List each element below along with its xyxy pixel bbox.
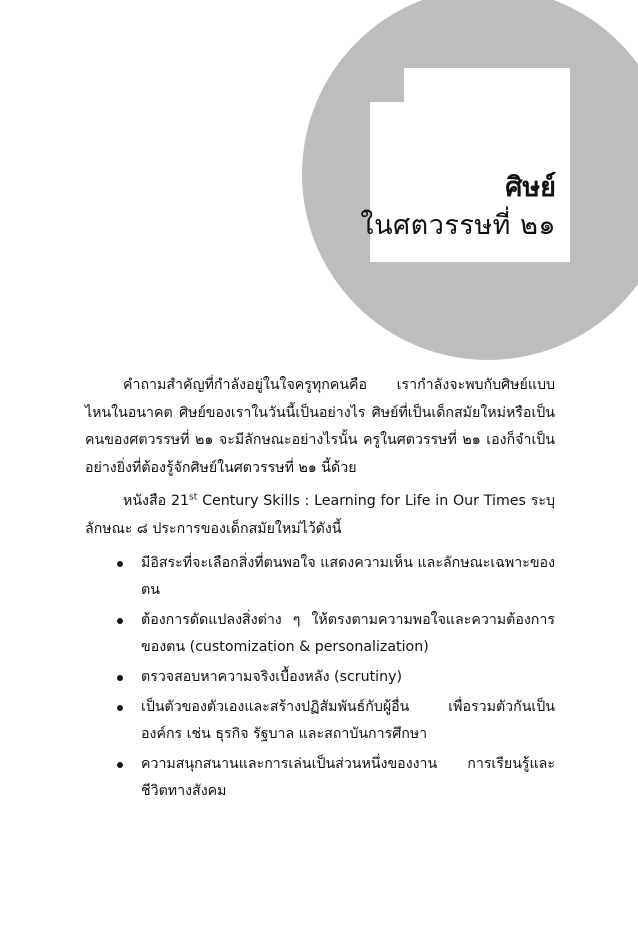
decorative-corner-block xyxy=(370,68,404,102)
list-item xyxy=(85,550,555,605)
intro-paragraph: คำถามสำคัญที่กำลังอยู่ในใจครูทุกคนคือ เรากำลังจะพบกับศิษย์แบบไหนในอนาคต ศิษย์ของเราในวันนี้เป็นอย่างไร ศิษย์ที่เป็นเด็กสมัยใหม่หรือเป็นคนของศตวรรษที่ ๒๑ จะมีลักษณะอย่างไรนั้น ครูในศตวรรษที่ ๒๑ เองก็จำเป็นอย่างยิ่งที่ต้องรู้จักศิษย์ในศตวรรษที่ ๒๑ นี้ด้วย xyxy=(85,377,555,476)
chapter-title-line-2: ในศตวรรษที่ ๒๑ xyxy=(360,210,556,241)
bullet-icon xyxy=(117,705,123,711)
list-item xyxy=(85,664,555,692)
bullet-icon xyxy=(117,675,123,681)
body-content xyxy=(85,372,555,808)
bullet-icon xyxy=(117,762,123,768)
book-reference-suffix: Century Skills : Learning for Life in Our Times ระบุลักษณะ ๘ ประการของเด็กสมัยใหม่ไว้ดังนี้ xyxy=(85,493,555,537)
chapter-title xyxy=(360,170,556,246)
characteristics-list xyxy=(85,550,555,806)
list-item xyxy=(85,751,555,806)
list-item-text: มีอิสระที่จะเลือกสิ่งที่ตนพอใจ แสดงความเห็น และลักษณะเฉพาะของตน xyxy=(141,554,555,599)
bullet-icon xyxy=(117,618,123,624)
chapter-title-line-1: ศิษย์ xyxy=(505,172,556,203)
list-item xyxy=(85,607,555,662)
book-reference-prefix: หนังสือ 21 xyxy=(123,493,190,510)
list-item-text: ต้องการดัดแปลงสิ่งต่าง ๆ ให้ตรงตามความพอใจและความต้องการของตน (customization & personalization) xyxy=(141,611,555,656)
list-item-text: ตรวจสอบหาความจริงเบื้องหลัง (scrutiny) xyxy=(141,668,403,685)
list-item xyxy=(85,694,555,749)
book-reference-paragraph xyxy=(85,488,555,543)
ordinal-superscript: st xyxy=(189,492,198,503)
list-item-text: เป็นตัวของตัวเองและสร้างปฏิสัมพันธ์กับผู้อื่น เพื่อรวมตัวกันเป็นองค์กร เช่น ธุรกิจ รัฐบาล และสถาบันการศึกษา xyxy=(141,698,555,743)
list-item-text: ความสนุกสนานและการเล่นเป็นส่วนหนึ่งของงาน การเรียนรู้และชีวิตทางสังคม xyxy=(141,755,555,800)
bullet-icon xyxy=(117,561,123,567)
